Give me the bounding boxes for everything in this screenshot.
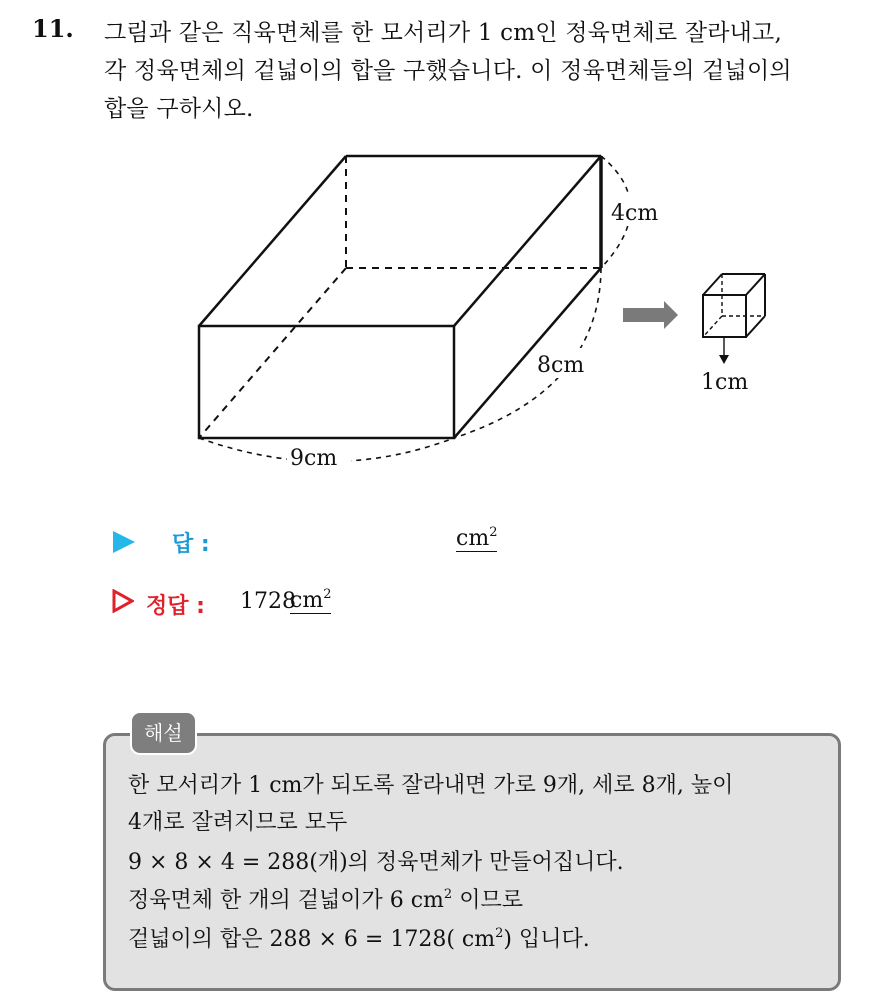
question-line-1: 그림과 같은 직육면체를 한 모서리가 1 cm인 정육면체로 잘라내고, bbox=[104, 20, 782, 46]
answer-marker-icon bbox=[113, 531, 135, 553]
hidden-edges bbox=[199, 156, 601, 438]
arrow-right-icon bbox=[623, 301, 678, 329]
answer-unit: $cm^2$ bbox=[456, 525, 498, 551]
width-label: 9cm bbox=[290, 446, 338, 471]
depth-label: 8cm bbox=[537, 353, 585, 378]
correct-answer-value: 1728 bbox=[240, 589, 296, 614]
unit-cube-label: 1cm bbox=[701, 370, 749, 395]
visible-edges bbox=[199, 156, 601, 438]
solution-line-3: 9 × 8 × 4 = 288(개)의 정육면체가 만들어집니다. bbox=[128, 850, 624, 875]
solution-line-4: 정육면체 한 개의 겉넓이가 6 $cm^2$ 이므로 bbox=[128, 887, 523, 913]
solution-line-1: 한 모서리가 1 cm가 되도록 잘라내면 가로 9개, 세로 8개, 높이 bbox=[128, 773, 734, 798]
correct-marker-icon bbox=[112, 589, 134, 613]
question-line-3: 합을 구하시오. bbox=[104, 96, 254, 122]
height-label: 4cm bbox=[611, 201, 659, 226]
answer-label: 답 : bbox=[172, 532, 210, 557]
solution-line-5: 겉넓이의 합은 288 × 6 = 1728( $cm^2$) 입니다. bbox=[128, 926, 590, 952]
correct-answer-unit: $cm^2$ bbox=[290, 587, 332, 613]
question-number: 11. bbox=[32, 14, 74, 43]
question-line-2: 각 정육면체의 겉넓이의 합을 구했습니다. 이 정육면체들의 겉넓이의 bbox=[104, 58, 792, 84]
solution-line-2: 4개로 잘려지므로 모두 bbox=[128, 810, 348, 835]
solution-tag: 해설 bbox=[130, 711, 197, 755]
unit-cube bbox=[703, 274, 765, 364]
correct-answer-label: 정답 : bbox=[146, 594, 205, 619]
